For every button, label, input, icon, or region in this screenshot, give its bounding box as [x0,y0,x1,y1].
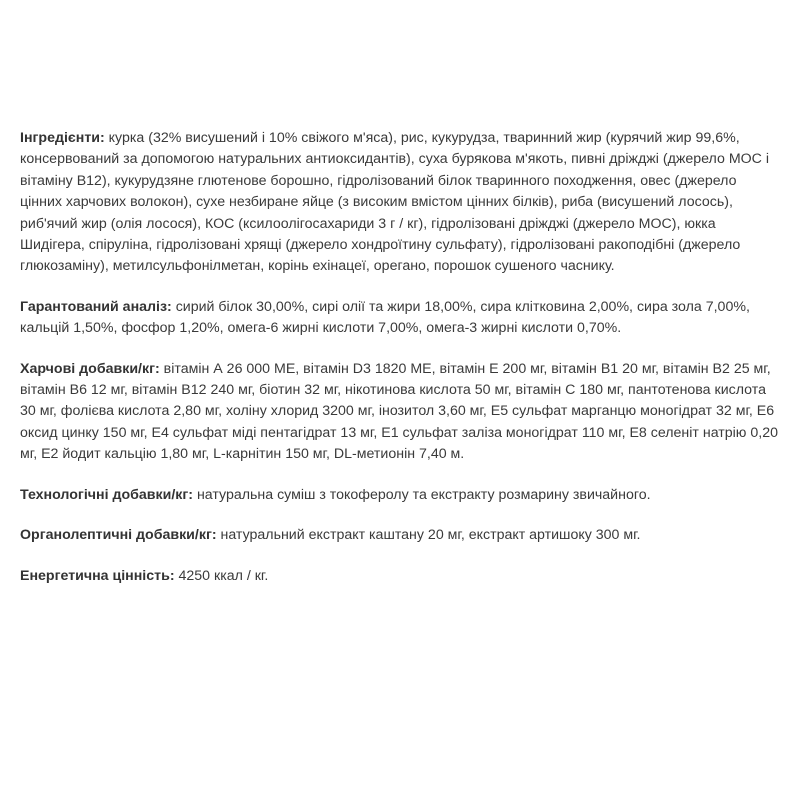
energy-value-text: 4250 ккал / кг. [174,567,269,584]
ingredients-label: Інгредієнти: [20,130,105,146]
nutritional-additives-section [20,359,780,466]
organoleptic-additives-section [20,525,780,546]
guaranteed-analysis-text: сирий білок 30,00%, сирі олії та жири 18,00%, сира клітковина 2,00%, сира зола 7,00%, кальцій 1,50%, фосфор 1,20%, омега-6 жирні кислоти 7,00%, омега-3 жирні кислоти 0,70%. [20,298,750,337]
guaranteed-analysis-section [20,297,780,340]
guaranteed-analysis-label: Гарантований аналіз: [20,298,172,315]
energy-value-label: Енергетична цінність: [20,567,175,584]
energy-value-section [20,566,780,587]
organoleptic-additives-label: Органолептичні добавки/кг: [20,527,217,544]
technological-additives-section [20,485,780,506]
organoleptic-additives-text: натуральний екстракт каштану 20 мг, екстракт артишоку 300 мг. [216,527,641,544]
technological-additives-text: натуральна суміш з токоферолу та екстракту розмарину звичайного. [193,486,651,503]
ingredients-section [20,128,780,278]
nutritional-additives-text: вітамін А 26 000 МЕ, вітамін D3 1820 МЕ, вітамін Е 200 мг, вітамін В1 20 мг, вітамін В2 25 мг, вітамін В6 12 мг, вітамін В12 240 мг, біотин 32 мг, нікотинова кислота 50 мг, вітамін С 180 мг, пантотенова кислота 30 мг, фолієва кислота 2,80 мг, холіну хлорид 3200 мг, інозитол 3,60 мг, Е5 сульфат марганцю моногідрат 32 мг, Е6 оксид цинку 150 мг, Е4 сульфат міді пентагідрат 13 мг, Е1 сульфат заліза моногідрат 110 мг, Е8 селеніт натрію 0,20 мг, Е2 йодит кальцію 1,80 мг, L-карнітин 150 мг, DL-метионін 7,40 м. [20,360,779,463]
ingredients-text: курка (32% висушений і 10% свіжого м'яса), рис, кукурудза, тваринний жир (курячий жир 99,6%, консервований за допомогою натуральних антиоксидантів), суха бурякова м'якоть, пивні дріжджі (джерело МОС і вітаміну В12), кукурудзяне глютенове борошно, гідролізований білок тваринного походження, овес (джерело цінних харчових волокон), сухе незбиране яйце (з високим вмістом цінних білків), риба (висушений лосось), риб'ячий жир (олія лосося), КОС (ксилоолігосахариди 3 г / кг), гідролізовані дріжджі (джерело МОС), юкка Шидігера, спіруліна, гідролізовані хрящі (джерело хондроїтину сульфату), гідролізовані ракоподібні (джерело глюкозаміну), метилсульфонілметан, корінь ехінацеї, орегано, порошок сушеного часнику. [20,130,770,275]
nutritional-additives-label: Харчові добавки/кг: [20,360,160,377]
technological-additives-label: Технологічні добавки/кг: [20,486,194,503]
